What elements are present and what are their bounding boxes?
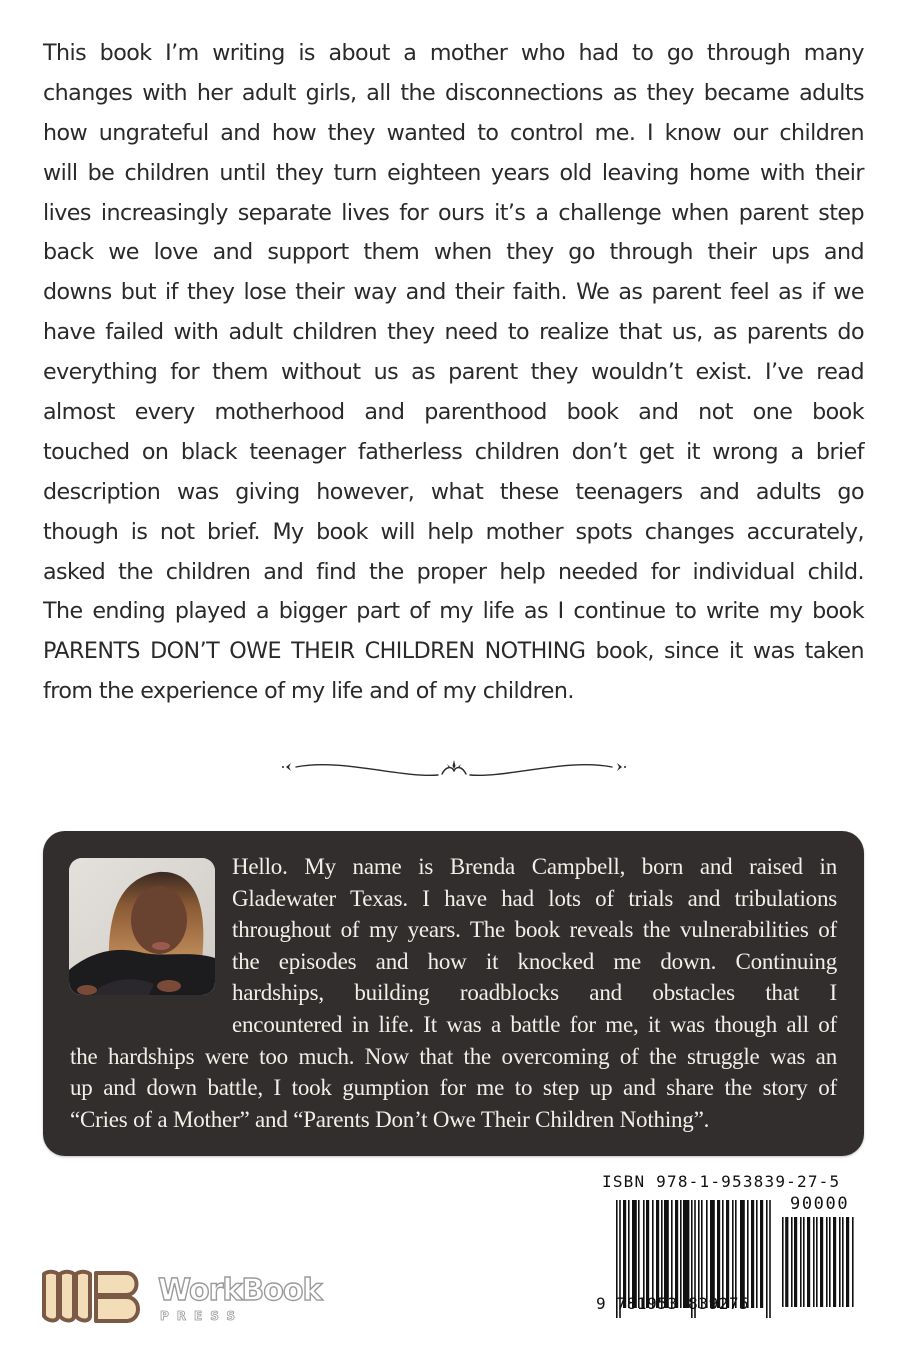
bio-line: encountered in life. It was a battle for me, it was though all of — [232, 1011, 837, 1037]
blurb-line: almost every motherhood and parenthood book and not one book — [43, 399, 864, 426]
back-cover-blurb — [43, 34, 864, 712]
barcode-addon-price: 90000 — [790, 1194, 850, 1214]
ean-lead-digit: 9 — [596, 1294, 607, 1313]
publisher-name: WorkBook — [158, 1273, 322, 1308]
blurb-line: The ending played a bigger part of my life as I continue to write my book — [43, 598, 864, 625]
bio-line: the episodes and how it knocked me down. Continuing — [232, 948, 837, 974]
bio-line: the hardships were too much. Now that the overcoming of the struggle was an — [70, 1043, 837, 1069]
blurb-line: back we love and support them when they go through their ups and — [43, 239, 864, 266]
blurb-line: description was giving however, what these teenagers and adults go — [43, 478, 864, 505]
blurb-line: from the experience of my life and of my children. — [43, 678, 574, 705]
blurb-line: everything for them without us as parent they wouldn’t exist. I’ve read — [43, 359, 864, 386]
blurb-line: touched on black teenager fatherless children don’t get it wrong a brief — [43, 438, 864, 465]
blurb-line: will be children until they turn eighteen years old leaving home with their — [43, 159, 864, 186]
blurb-line: PARENTS DON’T OWE THEIR CHILDREN NOTHING book, since it was taken — [43, 638, 864, 665]
bio-line: Gladewater Texas. I have had lots of trials and tribulations — [232, 885, 837, 911]
bio-line: up and down battle, I took gumption for me to step up and share the story of — [70, 1075, 837, 1101]
ean-group-2: 839275 — [688, 1294, 750, 1313]
bio-line: Hello. My name is Brenda Campbell, born and raised in — [232, 854, 837, 879]
ornamental-divider-icon — [280, 752, 628, 782]
workbook-press-logo-icon — [40, 1268, 340, 1328]
blurb-line: This book I’m writing is about a mother who had to go through many — [43, 40, 864, 66]
isbn-barcode — [596, 1170, 866, 1320]
addon-barcode-icon — [782, 1217, 856, 1307]
blurb-line: downs but if they lose their way and their faith. We as parent feel as if we — [43, 279, 864, 306]
author-bio-text — [70, 851, 837, 1135]
blurb-line: changes with her adult girls, all the disconnections as they became adults — [43, 79, 864, 106]
blurb-line: have failed with adult children they need to realize that us, as parents do — [43, 319, 864, 346]
ean-group-1: 781953 — [616, 1294, 678, 1313]
bio-line: throughout of my years. The book reveals the vulnerabilities of — [232, 917, 837, 943]
bio-line: “Cries of a Mother” and “Parents Don’t Owe Their Children Nothing”. — [70, 1106, 710, 1132]
blurb-line: how ungrateful and how they wanted to control me. I know our children — [43, 119, 864, 146]
bio-line: hardships, building roadblocks and obstacles that I — [232, 980, 837, 1006]
publisher-sub: PRESS — [160, 1309, 243, 1323]
ean-digits — [596, 1294, 750, 1313]
blurb-line: though is not brief. My book will help mother spots changes accurately, — [43, 518, 864, 545]
blurb-line: asked the children and find the proper help needed for individual child. — [43, 558, 864, 585]
isbn-label: ISBN 978-1-953839-27-5 — [602, 1172, 841, 1191]
blurb-line: lives increasingly separate lives for ours it’s a challenge when parent step — [43, 199, 864, 226]
author-bio-panel — [43, 831, 864, 1156]
